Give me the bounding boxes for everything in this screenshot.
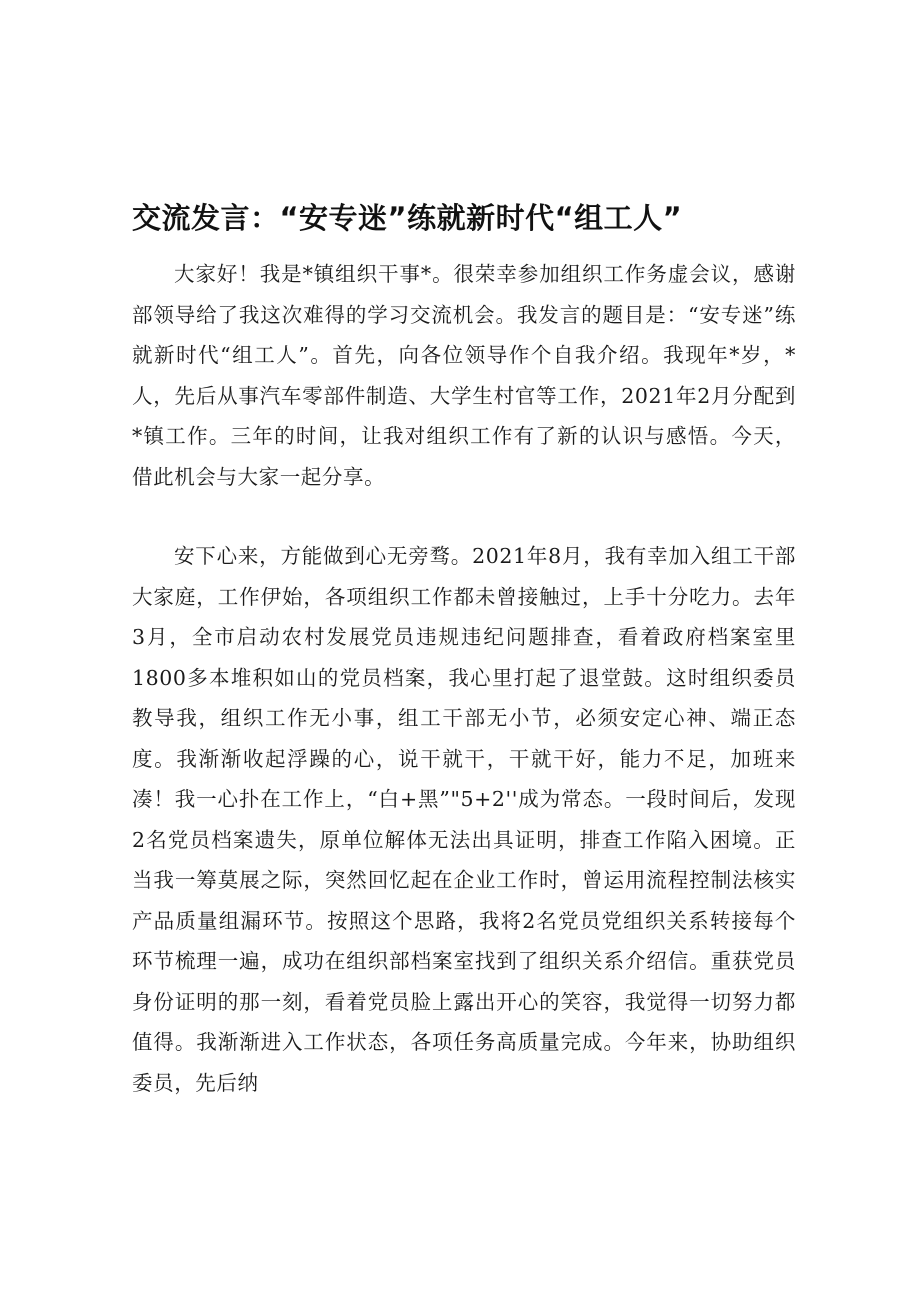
- paragraph-settle-down: 安下心来，方能做到心无旁骛。2021年8月，我有幸加入组工干部大家庭，工作伊始，各项组织工作都未曾接触过，上手十分吃力。去年3月，全市启动农村发展党员违规违纪问题排查，看着政府档案室里1800多本堆积如山的党员档案，我心里打起了退堂鼓。这时组织委员教导我，组织工作无小事，组工干部无小节，必须安定心神、端正态度。我渐渐收起浮躁的心，说干就干，干就干好，能力不足，加班来凑！我一心扑在工作上，“白+黑”"5+2''成为常态。一段时间后，发现2名党员档案遗失，原单位解体无法出具证明，排查工作陷入困境。正当我一筹莫展之际，突然回忆起在企业工作时，曾运用流程控制法核实产品质量组漏环节。按照这个思路，我将2名党员党组织关系转接每个环节梳理一遍，成功在组织部档案室找到了组织关系介绍信。重获党员身份证明的那一刻，看着党员脸上露出开心的笑容，我觉得一切努力都值得。我渐渐进入工作状态，各项任务高质量完成。今年来，协助组织委员，先后纳: [132, 544, 796, 1095]
- document-title: 交流发言：“安专迷”练就新时代“组工人”: [132, 201, 683, 235]
- paragraph-intro: 大家好！我是*镇组织干事*。很荣幸参加组织工作务虚会议，感谢部领导给了我这次难得的学习交流机会。我发言的题目是：“安专迷”练就新时代“组工人”。首先，向各位领导作个自我介绍。我现年*岁，*人，先后从事汽车零部件制造、大学生村官等工作，2021年2月分配到*镇工作。三年的时间，让我对组织工作有了新的认识与感悟。今天，借此机会与大家一起分享。: [132, 262, 796, 489]
